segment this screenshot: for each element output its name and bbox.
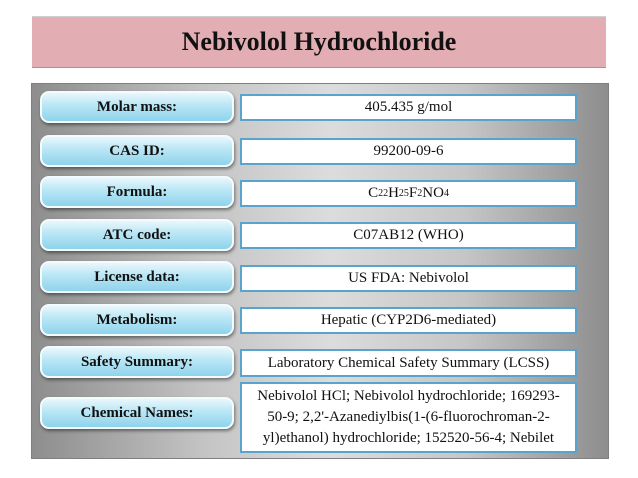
value-metabolism: Hepatic (CYP2D6-mediated) xyxy=(240,307,577,334)
value-cas-id: 99200-09-6 xyxy=(240,138,577,165)
label-chemical-names: Chemical Names: xyxy=(40,397,234,429)
label-cas-id: CAS ID: xyxy=(40,135,234,167)
value-chemical-names: Nebivolol HCl; Nebivolol hydrochloride; 169293-50-9; 2,2'-Azanediylbis(1-(6-fluorochroman-2-yl)ethanol) hydrochloride; 152520-56-4; Nebilet xyxy=(240,382,577,453)
label-license-data: License data: xyxy=(40,261,234,293)
value-atc-code: C07AB12 (WHO) xyxy=(240,222,577,249)
label-atc-code: ATC code: xyxy=(40,219,234,251)
label-safety-summary: Safety Summary: xyxy=(40,346,234,378)
label-molar-mass: Molar mass: xyxy=(40,91,234,123)
value-formula: C 22 H 25 F 2 NO 4 xyxy=(240,180,577,207)
value-license-data: US FDA: Nebivolol xyxy=(240,265,577,292)
formula-element-c: C xyxy=(368,185,379,201)
formula-element-h: H xyxy=(388,185,399,201)
value-safety-summary: Laboratory Chemical Safety Summary (LCSS) xyxy=(240,349,577,377)
title-banner xyxy=(32,16,606,68)
formula-element-f: F xyxy=(408,185,418,201)
label-formula: Formula: xyxy=(40,176,234,208)
value-molar-mass: 405.435 g/mol xyxy=(240,94,577,121)
formula-element-no: NO xyxy=(422,185,444,201)
page-title: Nebivolol Hydrochloride xyxy=(181,27,457,56)
label-metabolism: Metabolism: xyxy=(40,304,234,336)
